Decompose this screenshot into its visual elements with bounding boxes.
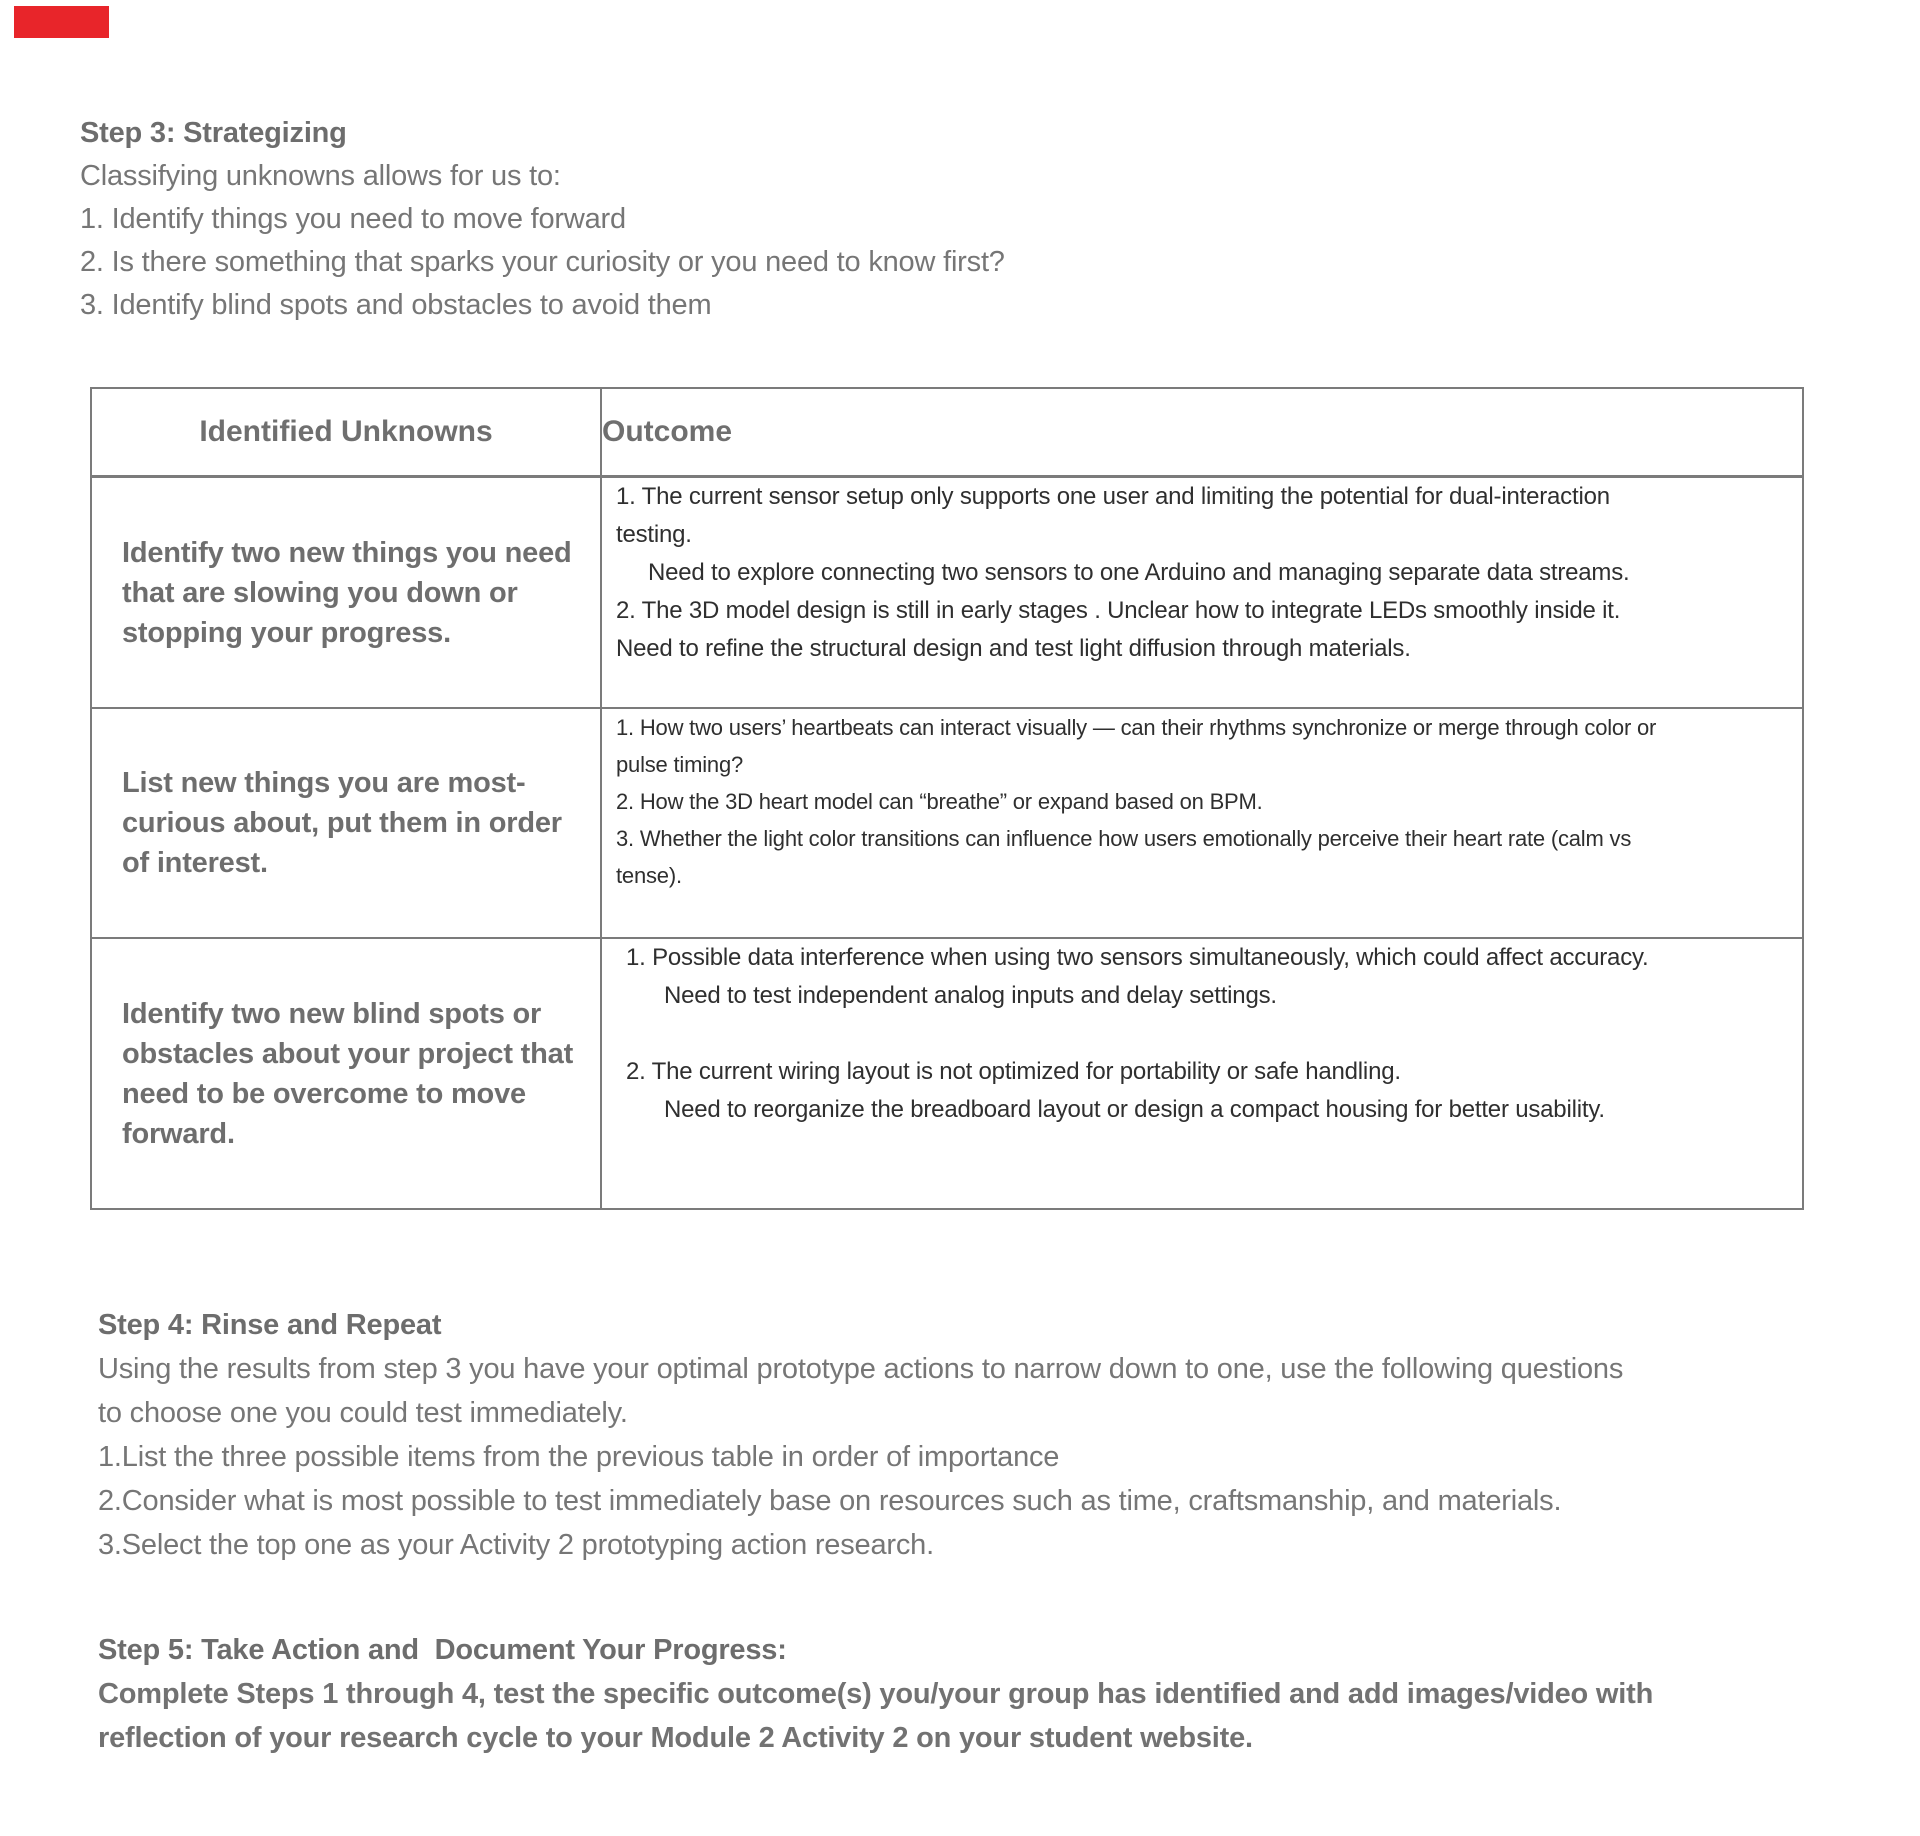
outcome-cell bbox=[601, 708, 1803, 938]
outcome-line: 2. How the 3D heart model can “breathe” or expand based on BPM. bbox=[616, 789, 1263, 814]
outcome-cell bbox=[601, 477, 1803, 709]
outcome-line: Need to explore connecting two sensors to one Arduino and managing separate data streams. bbox=[648, 559, 1630, 586]
step4-list-item-2: 2.Consider what is most possible to test immediately base on resources such as time, craftsmanship, and materials. bbox=[98, 1485, 1562, 1517]
step3-list-item-2: 2. Is there something that sparks your curiosity or you need to know first? bbox=[80, 246, 1005, 278]
outcome-line: 3. Whether the light color transitions can influence how users emotionally perceive their heart rate (calm vs bbox=[616, 826, 1632, 851]
outcome-line: Need to test independent analog inputs and delay settings. bbox=[664, 982, 1277, 1009]
outcome-line: 2. The 3D model design is still in early stages . Unclear how to integrate LEDs smoothly inside it. bbox=[616, 597, 1621, 624]
unknown-cell: Identify two new blind spots or obstacles about your project that need to be overcome to move forward. bbox=[91, 938, 601, 1209]
outcome-line: testing. bbox=[616, 521, 692, 548]
step4-heading: Step 4: Rinse and Repeat bbox=[98, 1309, 442, 1341]
outcome-line: Need to refine the structural design and test light diffusion through materials. bbox=[616, 635, 1411, 662]
step5-body-line-1: Complete Steps 1 through 4, test the specific outcome(s) you/your group has identified and add images/video with bbox=[98, 1678, 1654, 1710]
table-row bbox=[91, 938, 1803, 1209]
step3-list-item-1: 1. Identify things you need to move forward bbox=[80, 203, 626, 235]
step3-intro-line: Classifying unknowns allows for us to: bbox=[80, 160, 561, 192]
table-row bbox=[91, 477, 1803, 709]
unknown-cell: Identify two new things you need that are slowing you down or stopping your progress. bbox=[91, 477, 601, 709]
outcome-line: Need to reorganize the breadboard layout or design a compact housing for better usability. bbox=[664, 1096, 1605, 1123]
step4-intro-line-2: to choose one you could test immediately. bbox=[98, 1397, 628, 1429]
step4-section bbox=[98, 1303, 1898, 1567]
step3-section bbox=[80, 112, 1880, 327]
outcome-cell bbox=[601, 938, 1803, 1209]
unknown-cell: List new things you are most-curious about, put them in order of interest. bbox=[91, 708, 601, 938]
step4-intro-line-1: Using the results from step 3 you have your optimal prototype actions to narrow down to one, use the following questions bbox=[98, 1353, 1624, 1385]
step3-list-item-3: 3. Identify blind spots and obstacles to avoid them bbox=[80, 289, 712, 321]
step5-section bbox=[98, 1628, 1898, 1760]
outcome-line: 2. The current wiring layout is not optimized for portability or safe handling. bbox=[626, 1058, 1401, 1085]
step3-heading: Step 3: Strategizing bbox=[80, 117, 347, 149]
table-header-row bbox=[91, 388, 1803, 477]
outcome-line-spacer bbox=[616, 1015, 1786, 1053]
outcome-line: 1. Possible data interference when using two sensors simultaneously, which could affect accuracy. bbox=[626, 944, 1649, 971]
outcome-line: pulse timing? bbox=[616, 752, 744, 777]
unknowns-outcome-table bbox=[90, 387, 1804, 1210]
column-header-identified-unknowns: Identified Unknowns bbox=[91, 388, 601, 477]
step4-list-item-1: 1.List the three possible items from the previous table in order of importance bbox=[98, 1441, 1060, 1473]
step5-body-line-2: reflection of your research cycle to your Module 2 Activity 2 on your student website. bbox=[98, 1722, 1253, 1754]
step5-heading: Step 5: Take Action and Document Your Progress: bbox=[98, 1634, 787, 1666]
outcome-line: tense). bbox=[616, 863, 682, 888]
red-annotation-marker bbox=[14, 6, 109, 38]
outcome-line: 1. The current sensor setup only supports one user and limiting the potential for dual-interaction bbox=[616, 483, 1610, 510]
table-row bbox=[91, 708, 1803, 938]
step4-list-item-3: 3.Select the top one as your Activity 2 prototyping action research. bbox=[98, 1529, 934, 1561]
outcome-line: 1. How two users’ heartbeats can interact visually — can their rhythms synchronize or merge through color or bbox=[616, 715, 1657, 740]
column-header-outcome: Outcome bbox=[601, 388, 1803, 477]
